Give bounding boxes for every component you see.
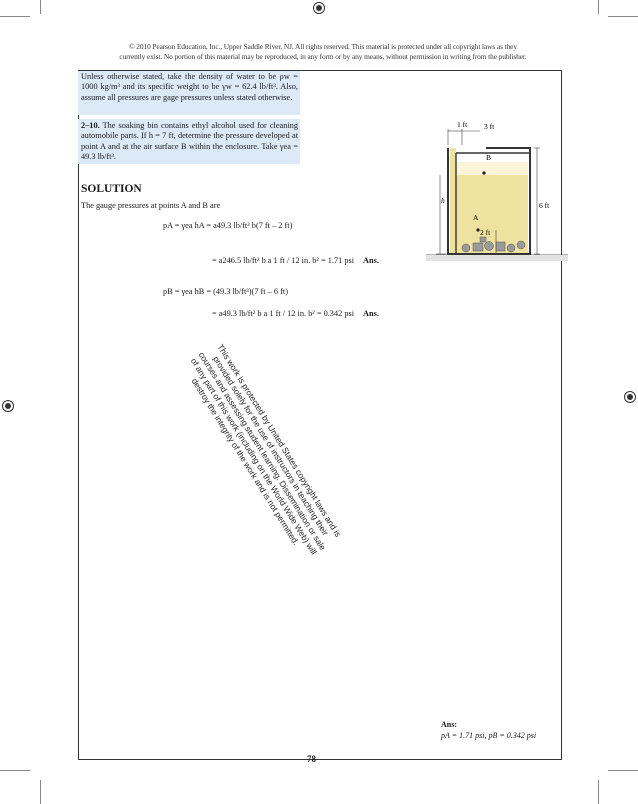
point-b-marker <box>482 171 485 174</box>
answer-tag-a: Ans. <box>363 256 379 265</box>
trim-mark <box>40 780 41 804</box>
equation-pa-step1: pA = γea hA = a49.3 lb/ft³ b(7 ft – 2 ft) <box>163 221 293 230</box>
copyright-line-2: currently exist. No portion of this material may be reproduced, in any form or by any means, without permission in writing from the publisher. <box>119 52 527 61</box>
registration-mark-top <box>313 2 325 14</box>
equation-pa-step2: = a246.5 lb/ft² b a 1 ft / 12 in. b² = 1.71 psi <box>212 256 355 265</box>
registration-mark-left <box>2 400 14 412</box>
vent-tube <box>450 148 456 254</box>
final-answer-value: pA = 1.71 psi, pB = 0.342 psi <box>441 731 537 740</box>
trim-mark <box>0 16 30 17</box>
air-gap <box>456 162 528 175</box>
solution-heading: SOLUTION <box>81 183 142 195</box>
copyright-line-1: © 2010 Pearson Education, Inc., Upper Saddle River, NJ. All rights reserved. This material is protected under all copyright laws as they <box>129 42 517 51</box>
trim-mark <box>608 16 638 17</box>
label-b: B <box>486 153 492 162</box>
equation-pb-step2: = a49.3 lb/ft² b a 1 ft / 12 in. b² = 0.342 psi <box>212 309 355 318</box>
label-1ft: 1 ft <box>457 120 468 129</box>
label-2ft: 2 ft <box>480 228 491 237</box>
trim-mark <box>598 0 599 14</box>
trim-mark <box>0 770 30 771</box>
page-number: 78 <box>307 754 316 764</box>
soaking-bin-figure <box>426 115 568 270</box>
answer-tag-b: Ans. <box>363 309 379 318</box>
trim-mark <box>40 0 41 14</box>
final-answer-box <box>441 719 536 741</box>
label-h: h <box>441 196 445 205</box>
final-answer-label: Ans: <box>441 720 458 729</box>
assumption-note: Unless otherwise stated, take the density of water to be ρw = 1000 kg/m³ and its specific weight to be γw = 62.4 lb/ft³. Also, assume all pressures are gage pressures unless stated otherwise. <box>81 72 298 102</box>
trim-mark <box>608 770 638 771</box>
label-3ft: 3 ft <box>484 122 495 131</box>
trim-mark <box>598 780 599 804</box>
registration-mark-right <box>624 391 636 403</box>
label-a: A <box>473 213 479 222</box>
solution-intro: The gauge pressures at points A and B are <box>81 201 221 210</box>
ground-hatch <box>426 255 568 261</box>
equation-pb-step1: pB = γea hB = (49.3 lb/ft³)(7 ft – 6 ft) <box>163 287 288 296</box>
problem-number: 2–10. <box>81 121 100 130</box>
copyright-watermark: This work is protected by United States copyright laws and is provided solely for the use of instructors in teaching their courses and assessing student learning. Dissemination or sale of any part of this work (including on the World Wide Web) will destroy the integrity of the work and is not permitted. <box>188 342 344 557</box>
alcohol-liquid <box>456 175 528 254</box>
copyright-notice <box>58 42 588 62</box>
problem-text: The soaking bin contains ethyl alcohol used for cleaning automobile parts. If h = 7 ft, determine the pressure developed at point A and at the air surface B within the enclosure. Take γea = 49.3 lb/ft³. <box>81 121 298 162</box>
label-6ft: 6 ft <box>539 201 550 210</box>
problem-statement <box>81 121 298 163</box>
